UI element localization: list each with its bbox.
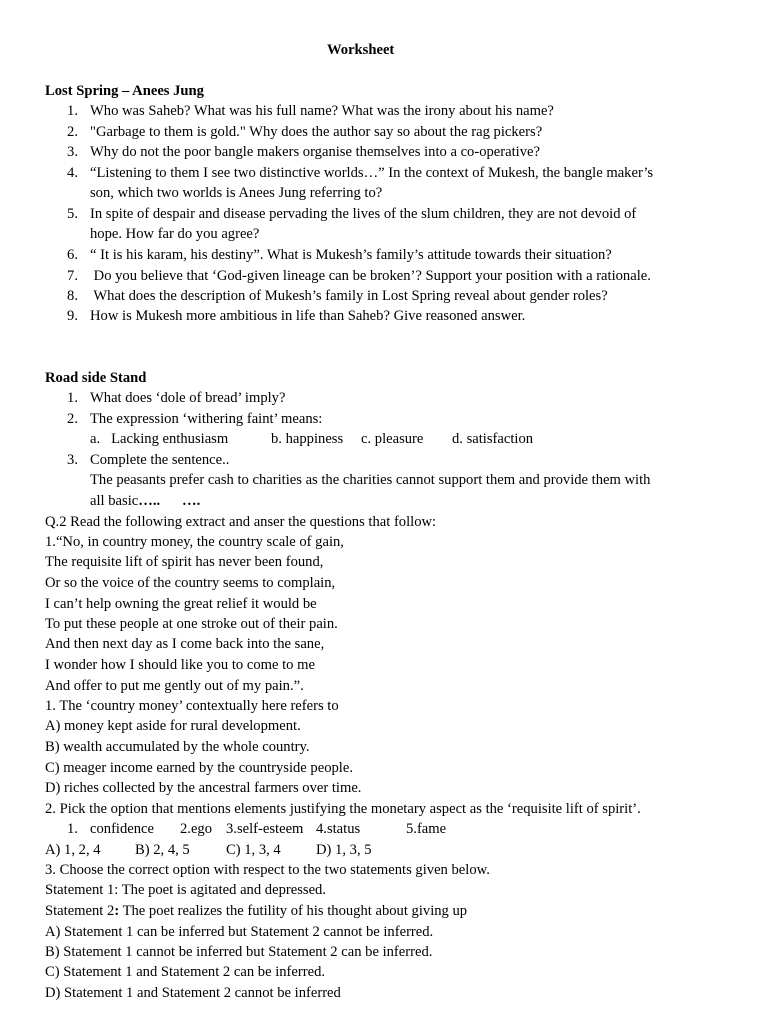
sentence-line-blank [90, 491, 200, 511]
sentence-text: all basic [90, 493, 139, 509]
option-a: a. Lacking enthusiasm [90, 431, 229, 447]
section-heading-road-side-stand: Road side Stand [45, 370, 147, 386]
question-number: 7. [67, 268, 78, 284]
question-number: 9. [67, 308, 78, 324]
statement-1: Statement 1: The poet is agitated and depressed. [45, 882, 326, 898]
question-number: 1. [67, 390, 78, 406]
option-b: b. happiness [271, 431, 344, 447]
question-text: "Garbage to them is gold." Why does the author say so about the rag pickers? [90, 124, 543, 140]
question-text: Why do not the poor bangle makers organise themselves into a co-operative? [90, 144, 540, 160]
mcq-option: D) 1, 3, 5 [316, 842, 372, 858]
blank-dots: ….. …. [138, 493, 201, 509]
question-text: How is Mukesh more ambitious in life than Saheb? Give reasoned answer. [90, 308, 526, 324]
poem-line: 1.“No, in country money, the country scale of gain, [45, 534, 344, 550]
section-heading-lost-spring: Lost Spring – Anees Jung [45, 83, 204, 99]
item: 4.status [316, 821, 361, 837]
question-number: 2. [67, 124, 78, 140]
question-number: 8. [67, 288, 78, 304]
extract-instruction: Q.2 Read the following extract and anser the questions that follow: [45, 514, 437, 530]
item: 2.ego [180, 821, 213, 837]
question-text: Who was Saheb? What was his full name? What was the irony about his name? [90, 103, 554, 119]
mcq-option: B) Statement 1 cannot be inferred but Statement 2 can be inferred. [45, 944, 433, 960]
mcq-option: A) Statement 1 can be inferred but Statement 2 cannot be inferred. [45, 924, 434, 940]
poem-line: And then next day as I come back into the sane, [45, 636, 325, 652]
question-text: In spite of despair and disease pervading the lives of the slum children, they are not devoid of [90, 206, 637, 222]
poem-line: Or so the voice of the country seems to complain, [45, 575, 336, 591]
question-number: 1. [67, 103, 78, 119]
poem-line: And offer to put me gently out of my pain.”. [45, 678, 304, 694]
question-text: “Listening to them I see two distinctive worlds…” In the context of Mukesh, the bangle maker’s [90, 165, 654, 181]
question-number: 5. [67, 206, 78, 222]
mcq-question: 1. The ‘country money’ contextually here refers to [45, 698, 339, 714]
mcq-option: A) 1, 2, 4 [45, 842, 101, 858]
question-text-continued: hope. How far do you agree? [90, 226, 260, 242]
question-number: 3. [67, 144, 78, 160]
question-text: Complete the sentence.. [90, 452, 230, 468]
statement-2-text: The poet realizes the futility of his thought about giving up [119, 903, 468, 919]
sentence-line: The peasants prefer cash to charities as the charities cannot support them and provide them with [90, 472, 651, 488]
mcq-question: 3. Choose the correct option with respect to the two statements given below. [45, 862, 490, 878]
poem-line: I wonder how I should like you to come to me [45, 657, 315, 673]
mcq-option: C) 1, 3, 4 [226, 842, 281, 858]
question-number: 4. [67, 165, 78, 181]
option-c: c. pleasure [361, 431, 424, 447]
mcq-option: B) wealth accumulated by the whole country. [45, 739, 310, 755]
mcq-option: A) money kept aside for rural development. [45, 718, 301, 734]
question-number: 3. [67, 452, 78, 468]
poem-line: I can’t help owning the great relief it would be [45, 596, 317, 612]
mcq-option: B) 2, 4, 5 [135, 842, 190, 858]
item: 3.self-esteem [226, 821, 304, 837]
option-d: d. satisfaction [452, 431, 534, 447]
poem-line: To put these people at one stroke out of their pain. [45, 616, 338, 632]
item-number: 1. [67, 821, 78, 837]
question-text: What does ‘dole of bread’ imply? [90, 390, 286, 406]
statement-2-label: Statement 2 [45, 903, 115, 919]
poem-line: The requisite lift of spirit has never been found, [45, 554, 324, 570]
mcq-option: C) Statement 1 and Statement 2 can be inferred. [45, 964, 326, 980]
question-text: “ It is his karam, his destiny”. What is Mukesh’s family’s attitude towards their situation? [90, 247, 612, 263]
statement-2-colon: : [114, 903, 120, 919]
question-text: Do you believe that ‘God-given lineage can be broken’? Support your position with a rationale. [90, 268, 651, 284]
question-text-continued: son, which two worlds is Anees Jung referring to? [90, 185, 383, 201]
question-number: 6. [67, 247, 78, 263]
mcq-question: 2. Pick the option that mentions elements justifying the monetary aspect as the ‘requisite lift of spirit’. [45, 801, 641, 817]
item: 5.fame [406, 821, 447, 837]
mcq-option: C) meager income earned by the countryside people. [45, 760, 353, 776]
page-title: Worksheet [327, 42, 395, 58]
question-text: The expression ‘withering faint’ means: [90, 411, 323, 427]
mcq-option: D) Statement 1 and Statement 2 cannot be inferred [45, 985, 341, 1001]
statement-2 [45, 901, 467, 921]
question-text: What does the description of Mukesh’s family in Lost Spring reveal about gender roles? [90, 288, 608, 304]
item: confidence [90, 821, 155, 837]
mcq-option: D) riches collected by the ancestral farmers over time. [45, 780, 362, 796]
question-number: 2. [67, 411, 78, 427]
